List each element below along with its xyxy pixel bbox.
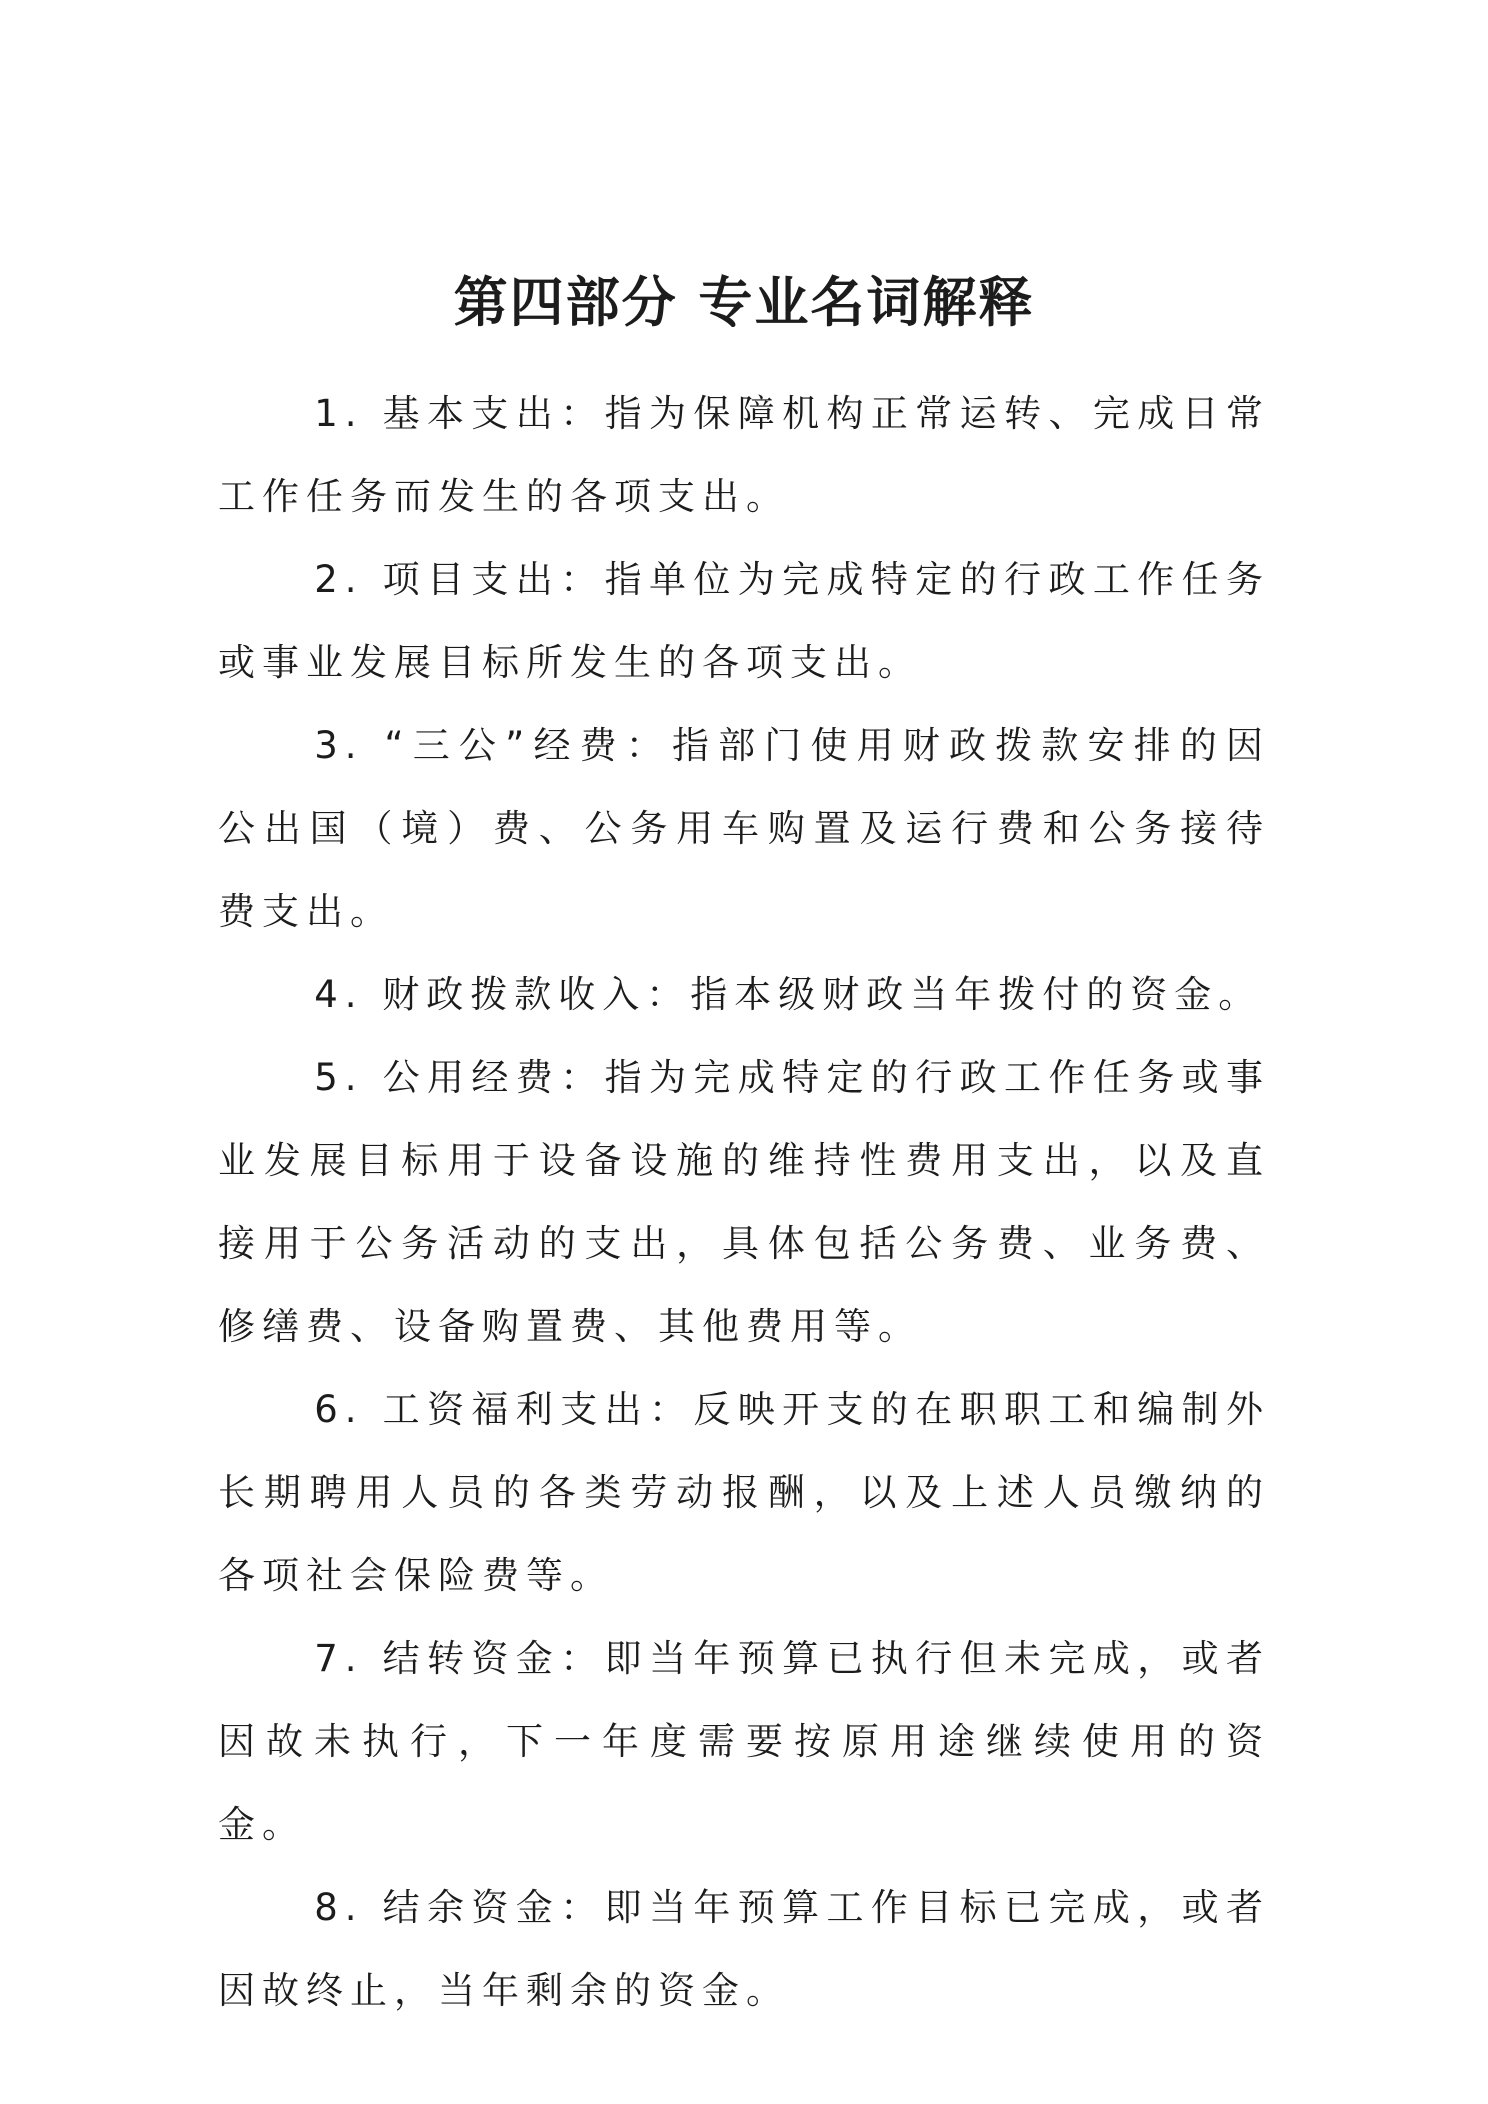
- definition-paragraph: 2. 项目支出：指单位为完成特定的行政工作任务或事业发展目标所发生的各项支出。: [218, 558, 1270, 684]
- definition-paragraph: 3. “三公”经费：指部门使用财政拨款安排的因公出国（境）费、公务用车购置及运行费和公务接待费支出。: [218, 724, 1270, 933]
- page-title: 第四部分 专业名词解释: [453, 270, 1035, 334]
- definitions-body: [218, 372, 1270, 2032]
- definition-paragraph: 6. 工资福利支出：反映开支的在职职工和编制外长期聘用人员的各类劳动报酬，以及上述人员缴纳的各项社会保险费等。: [218, 1388, 1270, 1597]
- definition-paragraph: 5. 公用经费：指为完成特定的行政工作任务或事业发展目标用于设备设施的维持性费用支出，以及直接用于公务活动的支出，具体包括公务费、业务费、修缮费、设备购置费、其他费用等。: [218, 1056, 1270, 1348]
- definition-paragraph: 4. 财政拨款收入：指本级财政当年拨付的资金。: [314, 973, 1263, 1016]
- definition-paragraph: 1. 基本支出：指为保障机构正常运转、完成日常工作任务而发生的各项支出。: [218, 392, 1270, 518]
- definition-paragraph: 7. 结转资金：即当年预算已执行但未完成，或者因故未执行，下一年度需要按原用途继续使用的资金。: [218, 1637, 1270, 1846]
- definition-paragraph: 8. 结余资金：即当年预算工作目标已完成，或者因故终止，当年剩余的资金。: [218, 1886, 1270, 2012]
